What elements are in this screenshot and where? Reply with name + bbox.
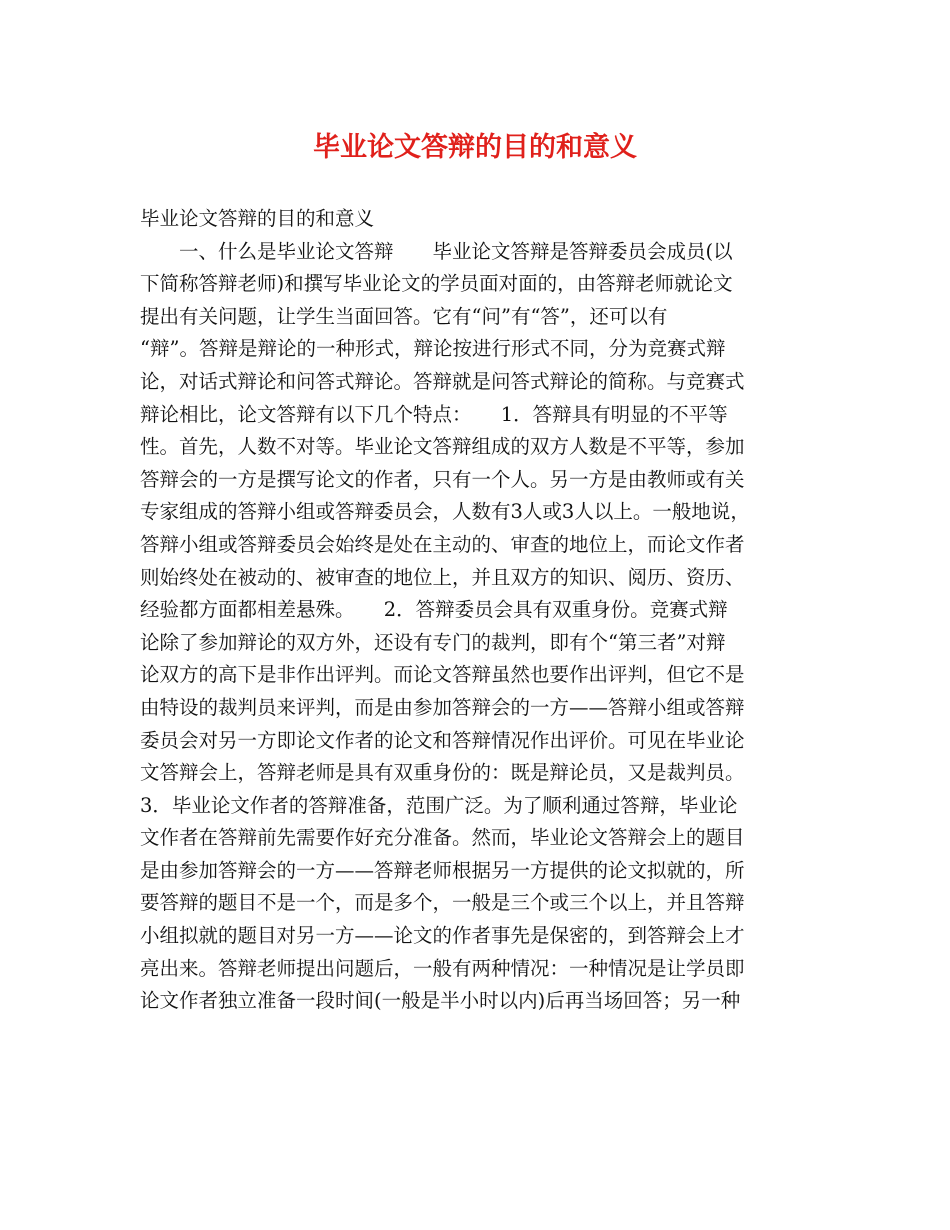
body-line: 小组拟就的题目对另一方——论文的作者事先是保密的，到答辩会上才 [140, 924, 745, 948]
body-line: 委员会对另一方即论文作者的论文和答辩情况作出评价。可见在毕业论 [140, 728, 745, 752]
body-line: 论除了参加辩论的双方外，还设有专门的裁判，即有个“第三者”对辩 [140, 630, 726, 654]
body-line: 则始终处在被动的、被审查的地位上，并且双方的知识、阅历、资历、 [140, 565, 745, 589]
body-line: 文答辩会上，答辩老师是具有双重身份的：既是辩论员，又是裁判员。 [140, 761, 745, 785]
body-line: 毕业论文答辩的目的和意义 [140, 207, 375, 230]
body-line: 辩论相比，论文答辩有以下几个特点： 1．答辩具有明显的不平等 [140, 402, 728, 426]
body-line: 提出有关问题，让学生当面回答。它有“问”有“答”，还可以有 [140, 304, 668, 328]
body-line: 由特设的裁判员来评判，而是由参加答辩会的一方——答辩小组或答辩 [140, 695, 745, 719]
body-line: 要答辩的题目不是一个，而是多个，一般是三个或三个以上，并且答辩 [140, 891, 745, 915]
body-line: 是由参加答辩会的一方——答辩老师根据另一方提供的论文拟就的，所 [140, 858, 745, 882]
body-line: 性。首先，人数不对等。毕业论文答辩组成的双方人数是不平等，参加 [140, 435, 745, 459]
body-line: 一、什么是毕业论文答辩 毕业论文答辩是答辩委员会成员(以 [140, 239, 733, 263]
body-line: 亮出来。答辩老师提出问题后，一般有两种情况：一种情况是让学员即 [140, 956, 745, 980]
body-line: 3．毕业论文作者的答辩准备，范围广泛。为了顺利通过答辩，毕业论 [140, 793, 738, 817]
body-line: 论文作者独立准备一段时间(一般是半小时以内)后再当场回答；另一种 [140, 989, 741, 1013]
body-line: “辩”。答辩是辩论的一种形式，辩论按进行形式不同，分为竞赛式辩 [140, 337, 726, 361]
document-body [140, 203, 820, 1018]
body-line: 下简称答辩老师)和撰写毕业论文的学员面对面的，由答辩老师就论文 [140, 272, 733, 296]
body-line: 文作者在答辩前先需要作好充分准备。然而，毕业论文答辩会上的题目 [140, 826, 745, 850]
document-title: 毕业论文答辩的目的和意义 [313, 132, 637, 163]
body-line: 论，对话式辩论和问答式辩论。答辩就是问答式辩论的简称。与竞赛式 [140, 369, 745, 393]
body-line: 经验都方面都相差悬殊。 2．答辩委员会具有双重身份。竞赛式辩 [140, 598, 728, 622]
body-line: 专家组成的答辩小组或答辩委员会，人数有3人或3人以上。一般地说， [140, 500, 750, 524]
body-line: 论双方的高下是非作出评判。而论文答辩虽然也要作出评判，但它不是 [140, 663, 745, 687]
body-line: 答辩会的一方是撰写论文的作者，只有一个人。另一方是由教师或有关 [140, 467, 745, 491]
body-line: 答辩小组或答辩委员会始终是处在主动的、审查的地位上，而论文作者 [140, 532, 745, 556]
